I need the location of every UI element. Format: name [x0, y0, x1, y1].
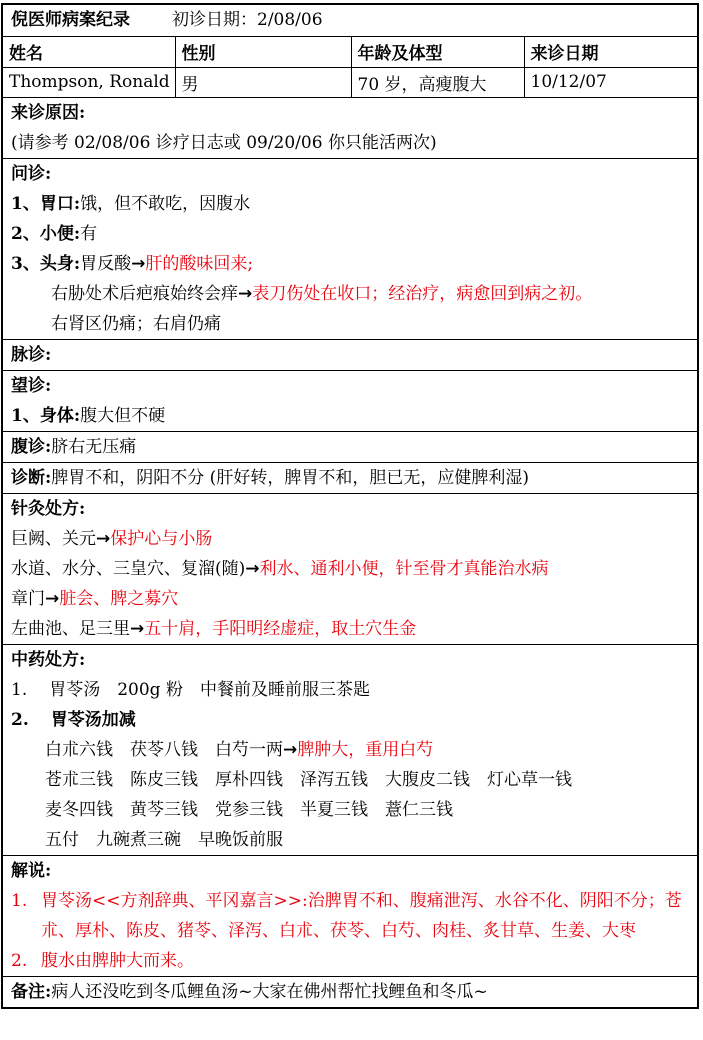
patient-info-table — [3, 37, 697, 98]
head-body-label: 3、头身: — [11, 254, 81, 274]
arrow-right-icon: → — [131, 254, 146, 274]
explanation-label: 解说: — [11, 861, 52, 881]
acupoints: 左曲池、足三里 — [11, 619, 130, 639]
acupuncture-line — [3, 584, 697, 614]
body-text: 腹大但不硬 — [80, 406, 166, 426]
body-label: 1、身体: — [11, 406, 81, 426]
herbs-text: 白朮六钱 茯苓八钱 白芍一两 — [45, 740, 283, 760]
case-record-sheet — [1, 3, 699, 1009]
arrow-right-icon: → — [130, 619, 145, 639]
arrow-right-icon: → — [96, 529, 111, 549]
list-number: 1. — [11, 680, 28, 700]
inspection-label: 望诊: — [11, 376, 52, 396]
acupoint-purpose: 保护心与小肠 — [110, 529, 213, 549]
reason-section — [3, 98, 697, 159]
notes-label: 备注: — [11, 982, 52, 1002]
arrow-right-icon: → — [245, 559, 260, 579]
head-body-note: 肝的酸味回来; — [145, 254, 254, 274]
acupoints: 水道、水分、三皇穴、复溜(随) — [11, 559, 246, 579]
header-age-build: 年龄及体型 — [351, 37, 524, 67]
table-row — [3, 67, 697, 97]
herbal-item-2 — [3, 705, 697, 735]
patient-age-build: 70 岁，高瘦腹大 — [351, 67, 524, 97]
urine-text: 有 — [80, 224, 98, 244]
notes-text: 病人还没吃到冬瓜鲤鱼汤~大家在佛州帮忙找鲤鱼和冬瓜~ — [51, 982, 488, 1002]
header-visit-date: 来诊日期 — [524, 37, 697, 67]
list-number: 1. — [11, 891, 28, 911]
explanation-item-1 — [3, 886, 697, 946]
herbs-note: 脾肿大，重用白芍 — [297, 740, 434, 760]
header-sex: 性别 — [175, 37, 351, 67]
abdomen-label: 腹诊: — [11, 437, 52, 457]
diagnosis-label: 诊断: — [11, 468, 52, 488]
reason-text: (请参考 02/08/06 诊疗日志或 09/20/06 你只能活两次) — [11, 133, 437, 153]
acupoint-purpose: 五十肩，手阳明经虚症，取土穴生金 — [144, 619, 417, 639]
acupoint-purpose: 利水、通利小便，针至骨才真能治水病 — [259, 559, 549, 579]
explanation-text: 胃苓汤<<方剂辞典、平冈嘉言>>:治脾胃不和、腹痛泄泻、水谷不化、阴阳不分；苍朮、厚朴、陈皮、猪苓、泽泻、白朮、茯苓、白芍、肉桂、炙甘草、生姜、大枣 — [41, 891, 682, 941]
inquiry-appetite — [3, 189, 697, 219]
arrow-right-icon: → — [45, 589, 60, 609]
inquiry-kidney: 右肾区仍痛；右肩仍痛 — [51, 314, 221, 334]
herbs-line: 苍朮三钱 陈皮三钱 厚朴四钱 泽泻五钱 大腹皮二钱 灯心草一钱 — [45, 770, 572, 790]
pulse-label: 脉诊: — [11, 345, 52, 365]
inquiry-head-body — [3, 249, 697, 279]
patient-name: Thompson, Ronald — [3, 67, 175, 97]
scar-text: 右胁处术后疤痕始终会痒 — [51, 284, 238, 304]
herbal-item-1 — [3, 675, 697, 705]
explanation-text: 腹水由脾肿大而来。 — [41, 951, 194, 971]
arrow-right-icon: → — [283, 740, 298, 760]
list-number: 2. — [11, 710, 29, 730]
urine-label: 2、小便: — [11, 224, 81, 244]
page-title: 倪医师病案纪录 — [11, 10, 130, 30]
formula-text: 胃苓汤 200g 粉 中餐前及睡前服三茶匙 — [49, 680, 370, 700]
herbs-line: 五付 九碗煮三碗 早晚饭前服 — [45, 830, 283, 850]
explanation-item-2 — [3, 946, 697, 976]
acupuncture-section — [3, 494, 697, 645]
herbs-line: 麦冬四钱 黄芩三钱 党参三钱 半夏三钱 薏仁三钱 — [45, 800, 453, 820]
reason-label: 来诊原因: — [11, 103, 86, 123]
acupoint-purpose: 脏会、脾之募穴 — [59, 589, 179, 609]
diagnosis-text: 脾胃不和，阴阳不分 (肝好转，脾胃不和，胆已无，应健脾利湿) — [51, 468, 529, 488]
visit-date: 10/12/07 — [530, 72, 607, 93]
acupuncture-line — [3, 554, 697, 584]
inquiry-label: 问诊: — [11, 164, 52, 184]
appetite-text: 饿，但不敢吃，因腹水 — [80, 194, 251, 214]
herbs-line — [3, 735, 697, 765]
diagnosis-section — [3, 463, 697, 494]
first-visit-date: 初诊日期：2/08/06 — [172, 10, 323, 30]
inquiry-urine — [3, 219, 697, 249]
arrow-right-icon: → — [238, 284, 253, 304]
acupoints: 章门 — [11, 589, 45, 609]
abdomen-section — [3, 432, 697, 463]
acupuncture-line — [3, 614, 697, 644]
title-row — [3, 5, 697, 37]
notes-section — [3, 977, 697, 1007]
acupuncture-label: 针灸处方: — [11, 499, 86, 519]
herbal-section — [3, 645, 697, 856]
scar-note: 表刀伤处在收口；经治疗，病愈回到病之初。 — [252, 284, 593, 304]
table-header-row — [3, 37, 697, 67]
inspection-section — [3, 371, 697, 432]
list-number: 2. — [11, 951, 28, 971]
herbal-label: 中药处方: — [11, 650, 86, 670]
patient-sex: 男 — [175, 67, 351, 97]
header-name: 姓名 — [3, 37, 175, 67]
acupoints: 巨阙、关元 — [11, 529, 96, 549]
acupuncture-line — [3, 524, 697, 554]
pulse-section — [3, 340, 697, 371]
appetite-label: 1、胃口: — [11, 194, 81, 214]
head-body-text: 胃反酸 — [80, 254, 132, 274]
abdomen-text: 脐右无压痛 — [51, 437, 137, 457]
inspection-body — [3, 401, 697, 431]
inquiry-section — [3, 159, 697, 340]
inquiry-scar — [3, 279, 697, 309]
explanation-section — [3, 856, 697, 977]
formula-text: 胃苓汤加减 — [50, 710, 136, 730]
